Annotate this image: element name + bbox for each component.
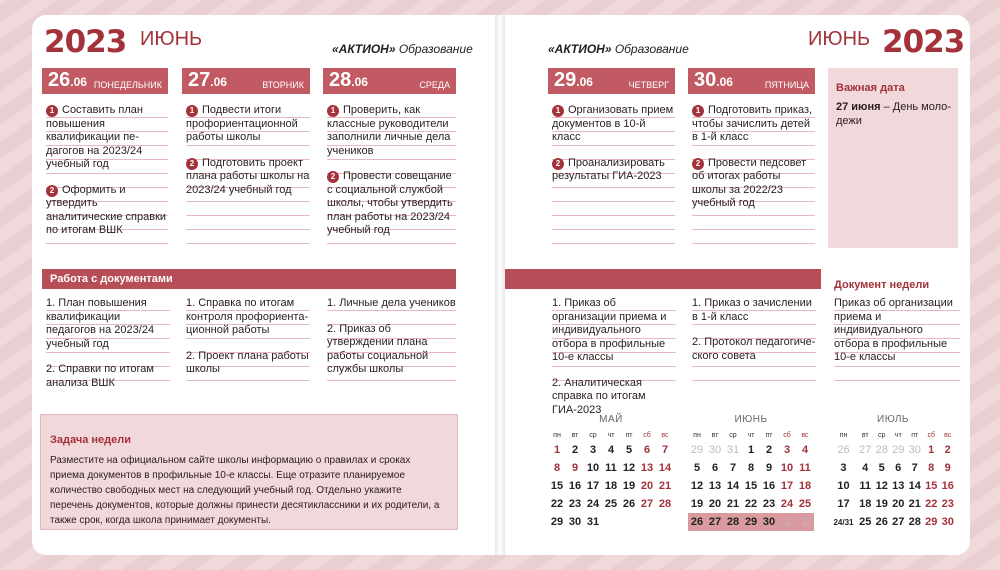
calendar-weekday: вс	[944, 431, 952, 439]
calendar-day: 2	[571, 444, 579, 456]
day-header-26	[42, 68, 168, 94]
calendar-day: 6	[711, 462, 719, 474]
calendar-day: 23	[762, 498, 776, 510]
document-item: 1. План повышения квалификации педагогов на 2023/24 учебный год	[46, 297, 155, 350]
calendar-weekday: вс	[801, 431, 809, 439]
day-tasks-27	[186, 104, 310, 244]
calendar-day: 26	[875, 516, 888, 528]
calendar-weekday: пн	[693, 431, 701, 439]
day-header-28	[323, 68, 456, 94]
day-number: 29	[554, 69, 577, 91]
important-date-title: Важная дата	[836, 82, 905, 94]
calendar-day: 25	[798, 498, 812, 510]
calendar-day: 1	[747, 444, 755, 456]
calendar-day: 2	[944, 444, 951, 456]
calendar-day: 15	[925, 480, 938, 492]
document-week-text: Приказ об организации приема и индивидуального отбора в профильные 10-е классы	[834, 297, 960, 392]
important-date-date: 27 июня	[836, 101, 881, 113]
important-date-text	[836, 100, 954, 128]
calendar-day: 28	[908, 516, 921, 528]
documents-band-right	[505, 269, 821, 289]
calendar-day: 26	[837, 444, 850, 456]
calendar-weekday: ср	[729, 431, 737, 439]
day-month: .06	[576, 75, 593, 89]
document-item: 1. Приказ о зачислении в 1-й класс	[692, 297, 812, 323]
task-item: 1 Подготовить приказ, чтобы зачислить детей в 1-й класс	[692, 104, 813, 143]
calendar-day: 28	[875, 444, 888, 456]
calendar-day: 17	[837, 498, 850, 510]
calendar-day: 7	[729, 462, 737, 474]
calendar-day: 30	[908, 444, 921, 456]
day-month: .06	[351, 75, 368, 89]
brand-label: Образование	[614, 42, 689, 56]
calendar-weekday: чт	[894, 431, 902, 439]
calendar-day: 15	[744, 480, 758, 492]
weekday-label: СРЕДА	[419, 80, 450, 90]
task-number-badge: 2	[552, 158, 564, 170]
calendar-day: 28	[658, 498, 672, 510]
calendar-day: 27	[859, 444, 872, 456]
calendar-day: 29	[892, 444, 905, 456]
calendar-day: 9	[944, 462, 951, 474]
calendar-day: 7	[911, 462, 918, 474]
day-number: 28	[329, 69, 352, 91]
document-item: 2. Проект плана работы школы	[186, 349, 309, 375]
documents-col-4	[552, 297, 676, 416]
calendar-day: 1	[778, 513, 796, 531]
calendar-june	[688, 414, 814, 531]
calendar-day: 4	[607, 444, 615, 456]
month-left: ИЮНЬ	[140, 28, 203, 50]
calendar-weekday: сб	[927, 431, 935, 439]
task-item: 1 Проверить, как классные руководители заполнили личные дела учеников	[327, 104, 451, 157]
document-item: 1. Справка по итогам контроля профориентационной работы	[186, 297, 309, 336]
calendar-weekday: чт	[747, 431, 755, 439]
calendar-day: 26	[622, 498, 636, 510]
calendar-day: 22	[744, 498, 758, 510]
task-number-badge: 1	[46, 105, 58, 117]
weekday-label: ЧЕТВЕРГ	[628, 80, 669, 90]
calendar-day: 24/31	[833, 517, 854, 527]
task-number-badge: 1	[186, 105, 198, 117]
calendar-day: 18	[604, 480, 618, 492]
calendar-day: 30	[760, 513, 778, 531]
calendar-day: 20	[892, 498, 905, 510]
documents-col-5	[692, 297, 816, 387]
calendar-day: 20	[708, 498, 722, 510]
calendar-day: 30	[708, 444, 722, 456]
document-item: 2. Справки по итогам анализа ВШК	[46, 363, 154, 389]
calendar-weekday: сб	[783, 431, 791, 439]
calendar-day: 19	[875, 498, 888, 510]
calendar-day: 30	[941, 516, 954, 528]
calendar-month-name: ИЮЛЬ	[877, 414, 909, 425]
calendar-day	[602, 513, 620, 531]
brand-logo-text: «АКТИОН»	[548, 42, 612, 56]
day-tasks-28	[327, 104, 456, 244]
task-number-badge: 1	[327, 105, 339, 117]
calendar-day: 11	[859, 480, 872, 492]
calendar-day: 3	[840, 462, 847, 474]
calendar-weekday: вт	[711, 431, 719, 439]
calendar-day: 12	[690, 480, 704, 492]
calendar-july	[830, 414, 956, 531]
calendar-month-name: МАЙ	[599, 414, 623, 425]
task-item: 2 Проанализировать результаты ГИА-2023	[552, 156, 665, 182]
day-header-30	[688, 68, 815, 94]
document-week-title: Документ недели	[834, 279, 930, 291]
day-header-27	[182, 68, 310, 94]
task-item: 2 Оформить и утвердить аналитические справки по итогам ВШК	[46, 183, 167, 236]
page-spine	[495, 15, 505, 555]
important-date-desc: – День молодежи	[836, 101, 951, 127]
task-item: 1 Составить план повышения квалификации педагогов на 2023/24 учебный год	[46, 104, 143, 170]
task-week-text: Разместите на официальном сайте школы информацию о правилах и сроках приема документов в профильные 10-е классы. Еще отразите планируемое количество свободных мест на следующий учебный год. Отдельно укажите перечень документов, которые должны принести десятиклассники и их родители, а также срок, когда школа принимает документы.	[50, 455, 440, 526]
calendar-day: 16	[941, 480, 954, 492]
calendar-day: 14	[726, 480, 740, 492]
brand-logo-left	[332, 42, 473, 56]
calendar-day: 8	[747, 462, 755, 474]
day-tasks-29	[552, 104, 675, 244]
calendar-day: 29	[690, 444, 704, 456]
task-number-badge: 2	[327, 171, 339, 183]
calendar-day: 11	[605, 462, 617, 474]
calendar-day: 5	[693, 462, 701, 474]
documents-col-3	[327, 297, 456, 387]
calendar-weekday: пн	[553, 431, 561, 439]
important-date-panel	[828, 68, 958, 248]
calendar-weekday: сб	[643, 431, 651, 439]
day-header-29	[548, 68, 675, 94]
calendar-day: 13	[708, 480, 722, 492]
task-week-panel	[40, 414, 458, 530]
calendar-day: 13	[640, 462, 654, 474]
calendar-weekday: вт	[861, 431, 869, 439]
brand-label: Образование	[398, 42, 473, 56]
calendar-day: 29	[550, 516, 564, 528]
calendar-day: 7	[661, 444, 669, 456]
calendar-day: 10	[780, 462, 794, 474]
calendar-day: 3	[589, 444, 597, 456]
weekday-label: ПЯТНИЦА	[764, 80, 809, 90]
calendar-day: 1	[553, 444, 561, 456]
calendar-day: 31	[726, 444, 740, 456]
calendar-weekday: вт	[571, 431, 579, 439]
calendar-weekday: вс	[661, 431, 669, 439]
calendar-day: 27	[640, 498, 654, 510]
calendar-day: 23	[568, 498, 582, 510]
document-item: 1. Приказ об организации приема и индивидуального отбора в профильные 10-е классы	[552, 297, 667, 363]
calendar-weekday: пн	[839, 431, 848, 439]
task-item: 2 Провести совещание с социальной службой школы, чтобы утвердить план работы на 2023/24 учебный год	[327, 170, 453, 236]
calendar-day: 10	[586, 462, 600, 474]
calendar-day	[620, 513, 638, 531]
calendar-day: 10	[837, 480, 850, 492]
document-item: 2. Аналитическая справка по итогам ГИА-2023	[552, 376, 646, 416]
calendar-day	[638, 513, 656, 531]
calendar-day: 22	[550, 498, 564, 510]
calendar-day: 22	[925, 498, 938, 510]
task-number-badge: 2	[692, 158, 704, 170]
brand-logo-right	[548, 42, 689, 56]
task-number-badge: 1	[692, 105, 704, 117]
calendar-day: 19	[622, 480, 636, 492]
calendar-day: 25	[604, 498, 618, 510]
calendar-day: 25	[859, 516, 872, 528]
calendar-weekday: ср	[589, 431, 597, 439]
day-tasks-30	[692, 104, 815, 244]
calendar-day: 15	[550, 480, 564, 492]
task-item: 1 Подвести итоги профориентационной работы школы	[186, 104, 298, 143]
calendar-day: 21	[726, 498, 740, 510]
calendar-day: 23	[941, 498, 954, 510]
calendar-day: 31	[586, 516, 600, 528]
calendar-day	[656, 513, 674, 531]
month-right: ИЮНЬ	[808, 28, 871, 50]
calendar-day: 18	[859, 498, 872, 510]
weekday-label: ВТОРНИК	[262, 80, 304, 90]
calendar-day: 2	[765, 444, 773, 456]
day-number: 27	[188, 69, 211, 91]
calendar-day: 9	[765, 462, 773, 474]
calendar-day: 13	[892, 480, 905, 492]
calendar-day: 6	[895, 462, 902, 474]
task-item: 2 Провести педсовет об итогах работы школы за 2022/23 учебный год	[692, 156, 807, 209]
document-item: 1. Личные дела учеников	[327, 297, 456, 309]
calendar-day: 5	[625, 444, 633, 456]
task-item: 2 Подготовить проект плана работы школы на 2023/24 учебный год	[186, 156, 310, 196]
calendar-day: 14	[658, 462, 672, 474]
documents-title: Работа с документами	[50, 273, 173, 285]
calendar-day: 3	[783, 444, 791, 456]
day-number: 30	[694, 69, 717, 91]
task-number-badge: 2	[46, 185, 58, 197]
calendar-day: 14	[908, 480, 921, 492]
calendar-day: 1	[928, 444, 935, 456]
documents-col-1	[46, 297, 170, 387]
day-month: .06	[70, 75, 87, 89]
calendar-day: 12	[622, 462, 636, 474]
task-item: 1 Организовать прием документов в 10-й класс	[552, 104, 674, 143]
calendar-day: 5	[878, 462, 885, 474]
calendar-weekday: пт	[765, 431, 773, 439]
calendar-day: 8	[553, 462, 561, 474]
calendar-day: 4	[862, 462, 869, 474]
calendar-day: 17	[780, 480, 794, 492]
calendar-day: 21	[658, 480, 672, 492]
calendar-day: 9	[571, 462, 579, 474]
calendar-day: 16	[568, 480, 582, 492]
brand-logo-text: «АКТИОН»	[332, 42, 396, 56]
task-number-badge: 2	[186, 158, 198, 170]
calendar-day: 4	[801, 444, 809, 456]
calendar-day: 24	[586, 498, 600, 510]
day-number: 26	[48, 69, 71, 91]
calendar-day: 16	[762, 480, 776, 492]
document-item: 2. Протокол педагогического совета	[692, 336, 816, 362]
calendar-day: 2	[796, 513, 814, 531]
calendar-day: 11	[799, 462, 811, 474]
calendar-day: 21	[908, 498, 921, 510]
documents-col-2	[186, 297, 310, 387]
year-right: 2023	[882, 24, 965, 60]
calendar-weekday: чт	[607, 431, 615, 439]
calendar-day: 29	[925, 516, 938, 528]
calendar-day: 24	[780, 498, 794, 510]
year-left: 2023	[44, 24, 127, 60]
calendar-day: 29	[742, 513, 760, 531]
weekday-label: ПОНЕДЕЛЬНИК	[93, 80, 162, 90]
calendar-day: 17	[586, 480, 600, 492]
calendar-month-name: ИЮНЬ	[734, 414, 768, 425]
calendar-day: 26	[688, 513, 706, 531]
day-tasks-26	[46, 104, 168, 244]
day-month: .06	[716, 75, 733, 89]
task-week-title: Задача недели	[50, 434, 132, 446]
calendar-day: 12	[875, 480, 888, 492]
calendar-day: 27	[706, 513, 724, 531]
calendar-day: 6	[643, 444, 651, 456]
calendar-weekday: ср	[878, 431, 886, 439]
calendar-day: 20	[640, 480, 654, 492]
document-item: 2. Приказ об утверждении плана работы социальной службы школы	[327, 322, 429, 375]
calendar-weekday: пт	[911, 431, 919, 439]
day-month: .06	[210, 75, 227, 89]
calendar-day: 27	[892, 516, 905, 528]
calendar-day: 30	[568, 516, 582, 528]
task-number-badge: 1	[552, 105, 564, 117]
calendar-day: 19	[690, 498, 704, 510]
calendar-may	[548, 414, 674, 531]
calendar-weekday: пт	[625, 431, 633, 439]
calendar-day: 8	[928, 462, 935, 474]
documents-band-left	[42, 269, 456, 289]
calendar-day: 28	[724, 513, 742, 531]
calendar-day: 18	[798, 480, 812, 492]
